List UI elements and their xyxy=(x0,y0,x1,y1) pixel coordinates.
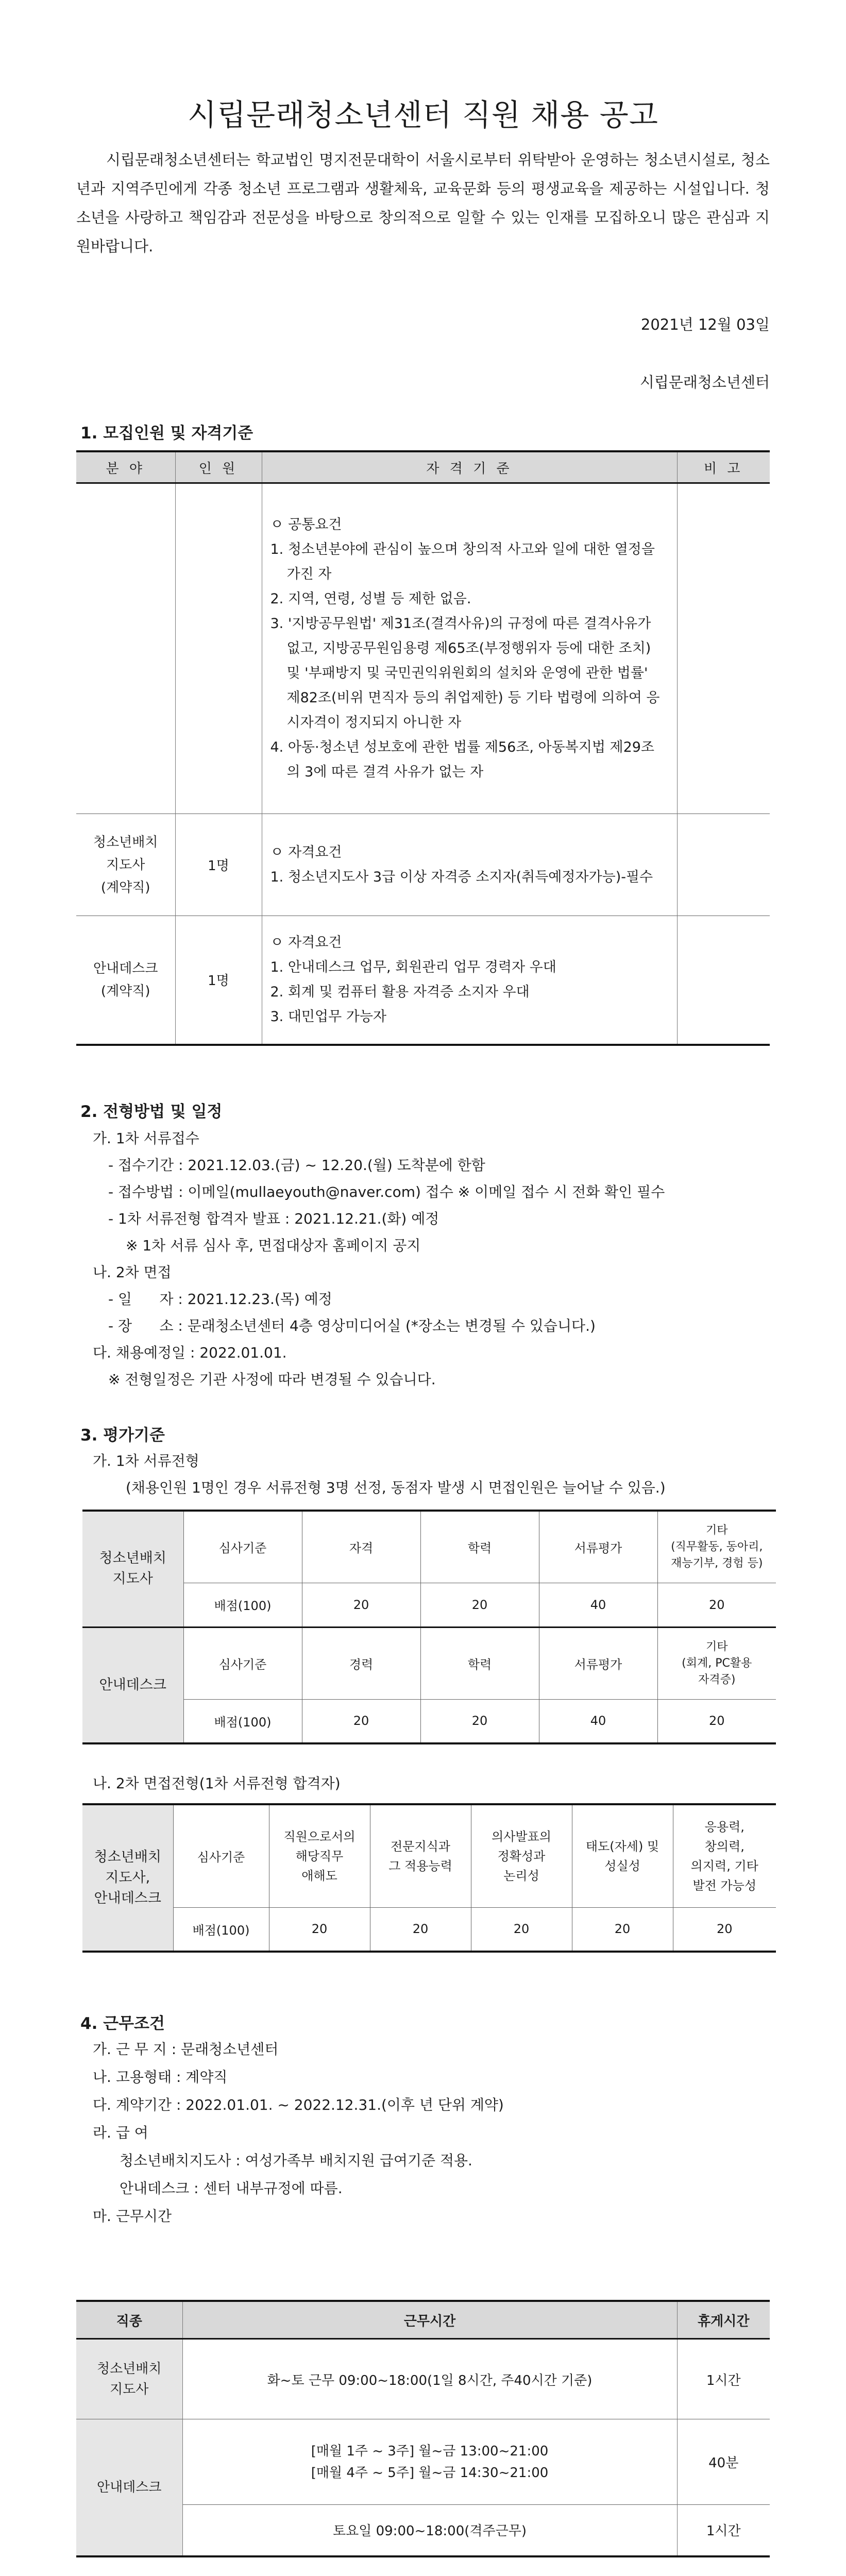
schedule-line: ※ 1차 서류 심사 후, 면접대상자 홈페이지 공지 xyxy=(126,1237,421,1254)
interview-score-row xyxy=(82,1907,776,1952)
eval-score-row xyxy=(82,1699,776,1743)
interview-score-cell: 배점(100) xyxy=(173,1907,269,1952)
eval-header-cell: 자격 xyxy=(302,1511,420,1583)
break-info-desk-weekday: 40분 xyxy=(677,2419,770,2505)
qualification-header-row xyxy=(76,451,770,483)
eval-header-cell: 심사기준 xyxy=(183,1627,302,1699)
eval-score-cell: 20 xyxy=(302,1699,420,1743)
interview-header-cell: 태도(자세) 및 성실성 xyxy=(572,1804,673,1907)
eval-note-a: (채용인원 1명인 경우 서류전형 3명 선정, 동점자 발생 시 면접인원은 늘어날 수 있음.) xyxy=(126,1479,666,1496)
interview-score-cell: 20 xyxy=(269,1907,370,1952)
header-count: 인 원 xyxy=(175,451,262,483)
info-desk-row xyxy=(76,916,770,1045)
posting-date: 2021년 12월 03일 xyxy=(640,316,770,333)
qualification-table xyxy=(76,450,770,1046)
interview-header-cell: 직원으로서의 해당직무 애해도 xyxy=(269,1804,370,1907)
condition-line: 마. 근무시간 xyxy=(93,2208,172,2225)
count-info-desk: 1명 xyxy=(175,916,262,1045)
common-field-cell xyxy=(76,483,175,814)
eval-score-cell: 20 xyxy=(657,1699,776,1743)
condition-line: 청소년배치지도사 : 여성가족부 배치지원 급여기준 적용. xyxy=(120,2152,472,2169)
page-title: 시립문래청소년센터 직원 채용 공고 xyxy=(188,97,658,132)
eval-score-cell: 배점(100) xyxy=(183,1699,302,1743)
eval-header-cell: 학력 xyxy=(420,1511,539,1583)
break-info-desk-saturday: 1시간 xyxy=(677,2505,770,2556)
job-info-desk: 안내데스크 xyxy=(76,2419,182,2556)
header-criteria: 자 격 기 준 xyxy=(262,451,677,483)
condition-line: 가. 근 무 지 : 문래청소년센터 xyxy=(93,2041,279,2058)
schedule-line: - 일 자 : 2021.12.23.(목) 예정 xyxy=(108,1291,332,1308)
schedule-line: ※ 전형일정은 기관 사정에 따라 변경될 수 있습니다. xyxy=(108,1371,436,1388)
interview-role-label: 청소년배치 지도사, 안내데스크 xyxy=(82,1804,173,1952)
requirement-line: ㅇ 자격요건 xyxy=(270,934,342,951)
schedule-line: 가. 1차 서류접수 xyxy=(93,1130,199,1147)
condition-line: 나. 고용형태 : 계약직 xyxy=(93,2069,228,2086)
eval-header-cell: 기타 (직무활동, 동아리, 재능기부, 경험 등) xyxy=(657,1511,776,1583)
eval-header-cell: 경력 xyxy=(302,1627,420,1699)
requirement-line: 2. 회계 및 컴퓨터 활용 자격증 소지자 우대 xyxy=(270,984,530,1000)
eval-header-row xyxy=(82,1511,776,1583)
eval-header-row xyxy=(82,1627,776,1699)
eval-score-cell: 20 xyxy=(420,1583,539,1627)
work-hours-table xyxy=(76,2300,770,2557)
eval-header-cell: 심사기준 xyxy=(183,1511,302,1583)
section-1-heading: 1. 모집인원 및 자격기준 xyxy=(80,424,253,443)
common-count-cell xyxy=(175,483,262,814)
requirement-line: 2. 지역, 연령, 성별 등 제한 없음. xyxy=(270,591,471,607)
requirement-line: 1. 청소년분야에 관심이 높으며 창의적 사고와 일에 대한 열정을 가진 자 xyxy=(270,541,655,582)
requirements-info-desk xyxy=(262,916,677,1045)
interview-header-cell: 의사발표의 정확성과 논리성 xyxy=(471,1804,572,1907)
job-youth-instructor: 청소년배치 지도사 xyxy=(76,2339,182,2419)
interview-eval-table xyxy=(82,1803,776,1953)
eval-header-cell: 학력 xyxy=(420,1627,539,1699)
interview-score-cell: 20 xyxy=(673,1907,776,1952)
youth-instructor-row xyxy=(76,814,770,916)
break-youth-instructor: 1시간 xyxy=(677,2339,770,2419)
section-2-heading: 2. 전형방법 및 일정 xyxy=(80,1103,223,1121)
requirement-line: 4. 아동·청소년 성보호에 관한 법률 제56조, 아동복지법 제29조의 3에 따른 결격 사유가 없는 자 xyxy=(270,739,655,780)
interview-score-cell: 20 xyxy=(572,1907,673,1952)
requirement-line: 3. 대민업무 가능자 xyxy=(270,1008,386,1025)
requirement-line: ㅇ 자격요건 xyxy=(270,844,342,860)
intro-paragraph: 시립문래청소년센터는 학교법인 명지전문대학이 서울시로부터 위탁받아 운영하는 청소년시설로, 청소년과 지역주민에게 각종 청소년 프로그램과 생활체육, 교육문화 등의 평생교육을 제공하는 시설입니다. 청소년을 사랑하고 책임감과 전문성을 바탕으로 창의적으로 일할 수 있는 인재를 모집하오니 많은 관심과 지원바랍니다. xyxy=(76,151,770,255)
interview-header-row xyxy=(82,1804,776,1907)
header-field: 분 야 xyxy=(76,451,175,483)
interview-header-cell: 응용력, 창의력, 의지력, 기타 발전 가능성 xyxy=(673,1804,776,1907)
common-requirements xyxy=(262,483,677,814)
eval-header-cell: 서류평가 xyxy=(539,1511,657,1583)
remarks-info-desk xyxy=(677,916,770,1045)
interview-score-cell: 20 xyxy=(471,1907,572,1952)
eval-score-cell: 20 xyxy=(420,1699,539,1743)
hours-info-desk-weekday: [매월 1주 ~ 3주] 월~금 13:00~21:00 [매월 4주 ~ 5주] 월~금 14:30~21:00 xyxy=(182,2419,677,2505)
document-eval-table xyxy=(82,1510,776,1744)
condition-line: 안내데스크 : 센터 내부규정에 따름. xyxy=(120,2180,343,2197)
schedule-line: 나. 2차 면접 xyxy=(93,1264,172,1281)
field-youth-instructor: 청소년배치 지도사 (계약직) xyxy=(76,814,175,916)
field-info-desk: 안내데스크 (계약직) xyxy=(76,916,175,1045)
eval-header-cell: 서류평가 xyxy=(539,1627,657,1699)
work-hours-row xyxy=(76,2419,770,2505)
common-requirements-row xyxy=(76,483,770,814)
requirement-line: 1. 청소년지도사 3급 이상 자격증 소지자(취득예정자가능)-필수 xyxy=(270,869,653,885)
work-hours-row xyxy=(76,2339,770,2419)
organization-name: 시립문래청소년센터 xyxy=(639,374,770,391)
header-remarks: 비 고 xyxy=(677,451,770,483)
eval-subtitle-b: 나. 2차 면접전형(1차 서류전형 합격자) xyxy=(93,1775,341,1792)
interview-header-cell: 전문지식과 그 적용능력 xyxy=(370,1804,471,1907)
eval-score-cell: 40 xyxy=(539,1699,657,1743)
common-remarks-cell xyxy=(677,483,770,814)
eval-score-cell: 20 xyxy=(302,1583,420,1627)
section-4-heading: 4. 근무조건 xyxy=(80,2014,165,2033)
eval-score-cell: 배점(100) xyxy=(183,1583,302,1627)
condition-line: 라. 급 여 xyxy=(93,2124,148,2141)
schedule-line: 다. 채용예정일 : 2022.01.01. xyxy=(93,1344,287,1361)
interview-score-cell: 20 xyxy=(370,1907,471,1952)
eval-role-youth-instructor: 청소년배치 지도사 xyxy=(82,1511,183,1627)
header-hours: 근무시간 xyxy=(182,2301,677,2339)
requirement-line: 3. '지방공무원법' 제31조(결격사유)의 규정에 따른 결격사유가 없고, 지방공무원임용령 제65조(부정행위자 등에 대한 조치) 및 '부패방지 및 국민권익위원회의 설치와 운영에 관한 법률' 제82조(비위 면직자 등의 취업제한) 등 기타 법령에 의하여 응시자격이 정지되지 아니한 자 xyxy=(270,616,660,731)
work-hours-header-row xyxy=(76,2301,770,2339)
hours-youth-instructor: 화~토 근무 09:00~18:00(1일 8시간, 주40시간 기준) xyxy=(182,2339,677,2419)
eval-subtitle-a: 가. 1차 서류전형 xyxy=(93,1452,199,1469)
header-break: 휴게시간 xyxy=(677,2301,770,2339)
section-3-heading: 3. 평가기준 xyxy=(80,1426,165,1445)
condition-line: 다. 계약기간 : 2022.01.01. ~ 2022.12.31.(이후 년 단위 계약) xyxy=(93,2096,504,2113)
requirements-youth-instructor xyxy=(262,814,677,916)
requirement-line: 1. 안내데스크 업무, 회원관리 업무 경력자 우대 xyxy=(270,959,556,975)
schedule-line: - 접수기간 : 2021.12.03.(금) ~ 12.20.(월) 도착분에 한함 xyxy=(108,1157,485,1174)
schedule-line: - 1차 서류전형 합격자 발표 : 2021.12.21.(화) 예정 xyxy=(108,1210,439,1227)
header-job: 직종 xyxy=(76,2301,182,2339)
schedule-line: - 접수방법 : 이메일(mullaeyouth@naver.com) 접수 ※ 이메일 접수 시 전화 확인 필수 xyxy=(108,1183,665,1200)
hours-info-desk-saturday: 토요일 09:00~18:00(격주근무) xyxy=(182,2505,677,2556)
eval-role-info-desk: 안내데스크 xyxy=(82,1627,183,1743)
schedule-line: - 장 소 : 문래청소년센터 4층 영상미디어실 (*장소는 변경될 수 있습니다.) xyxy=(108,1317,596,1334)
remarks-youth-instructor xyxy=(677,814,770,916)
requirement-line: ㅇ 공통요건 xyxy=(270,517,342,533)
eval-score-cell: 20 xyxy=(657,1583,776,1627)
eval-header-cell: 기타 (회계, PC활용 자격증) xyxy=(657,1627,776,1699)
count-youth-instructor: 1명 xyxy=(175,814,262,916)
eval-score-cell: 40 xyxy=(539,1583,657,1627)
interview-header-cell: 심사기준 xyxy=(173,1804,269,1907)
eval-score-row xyxy=(82,1583,776,1627)
